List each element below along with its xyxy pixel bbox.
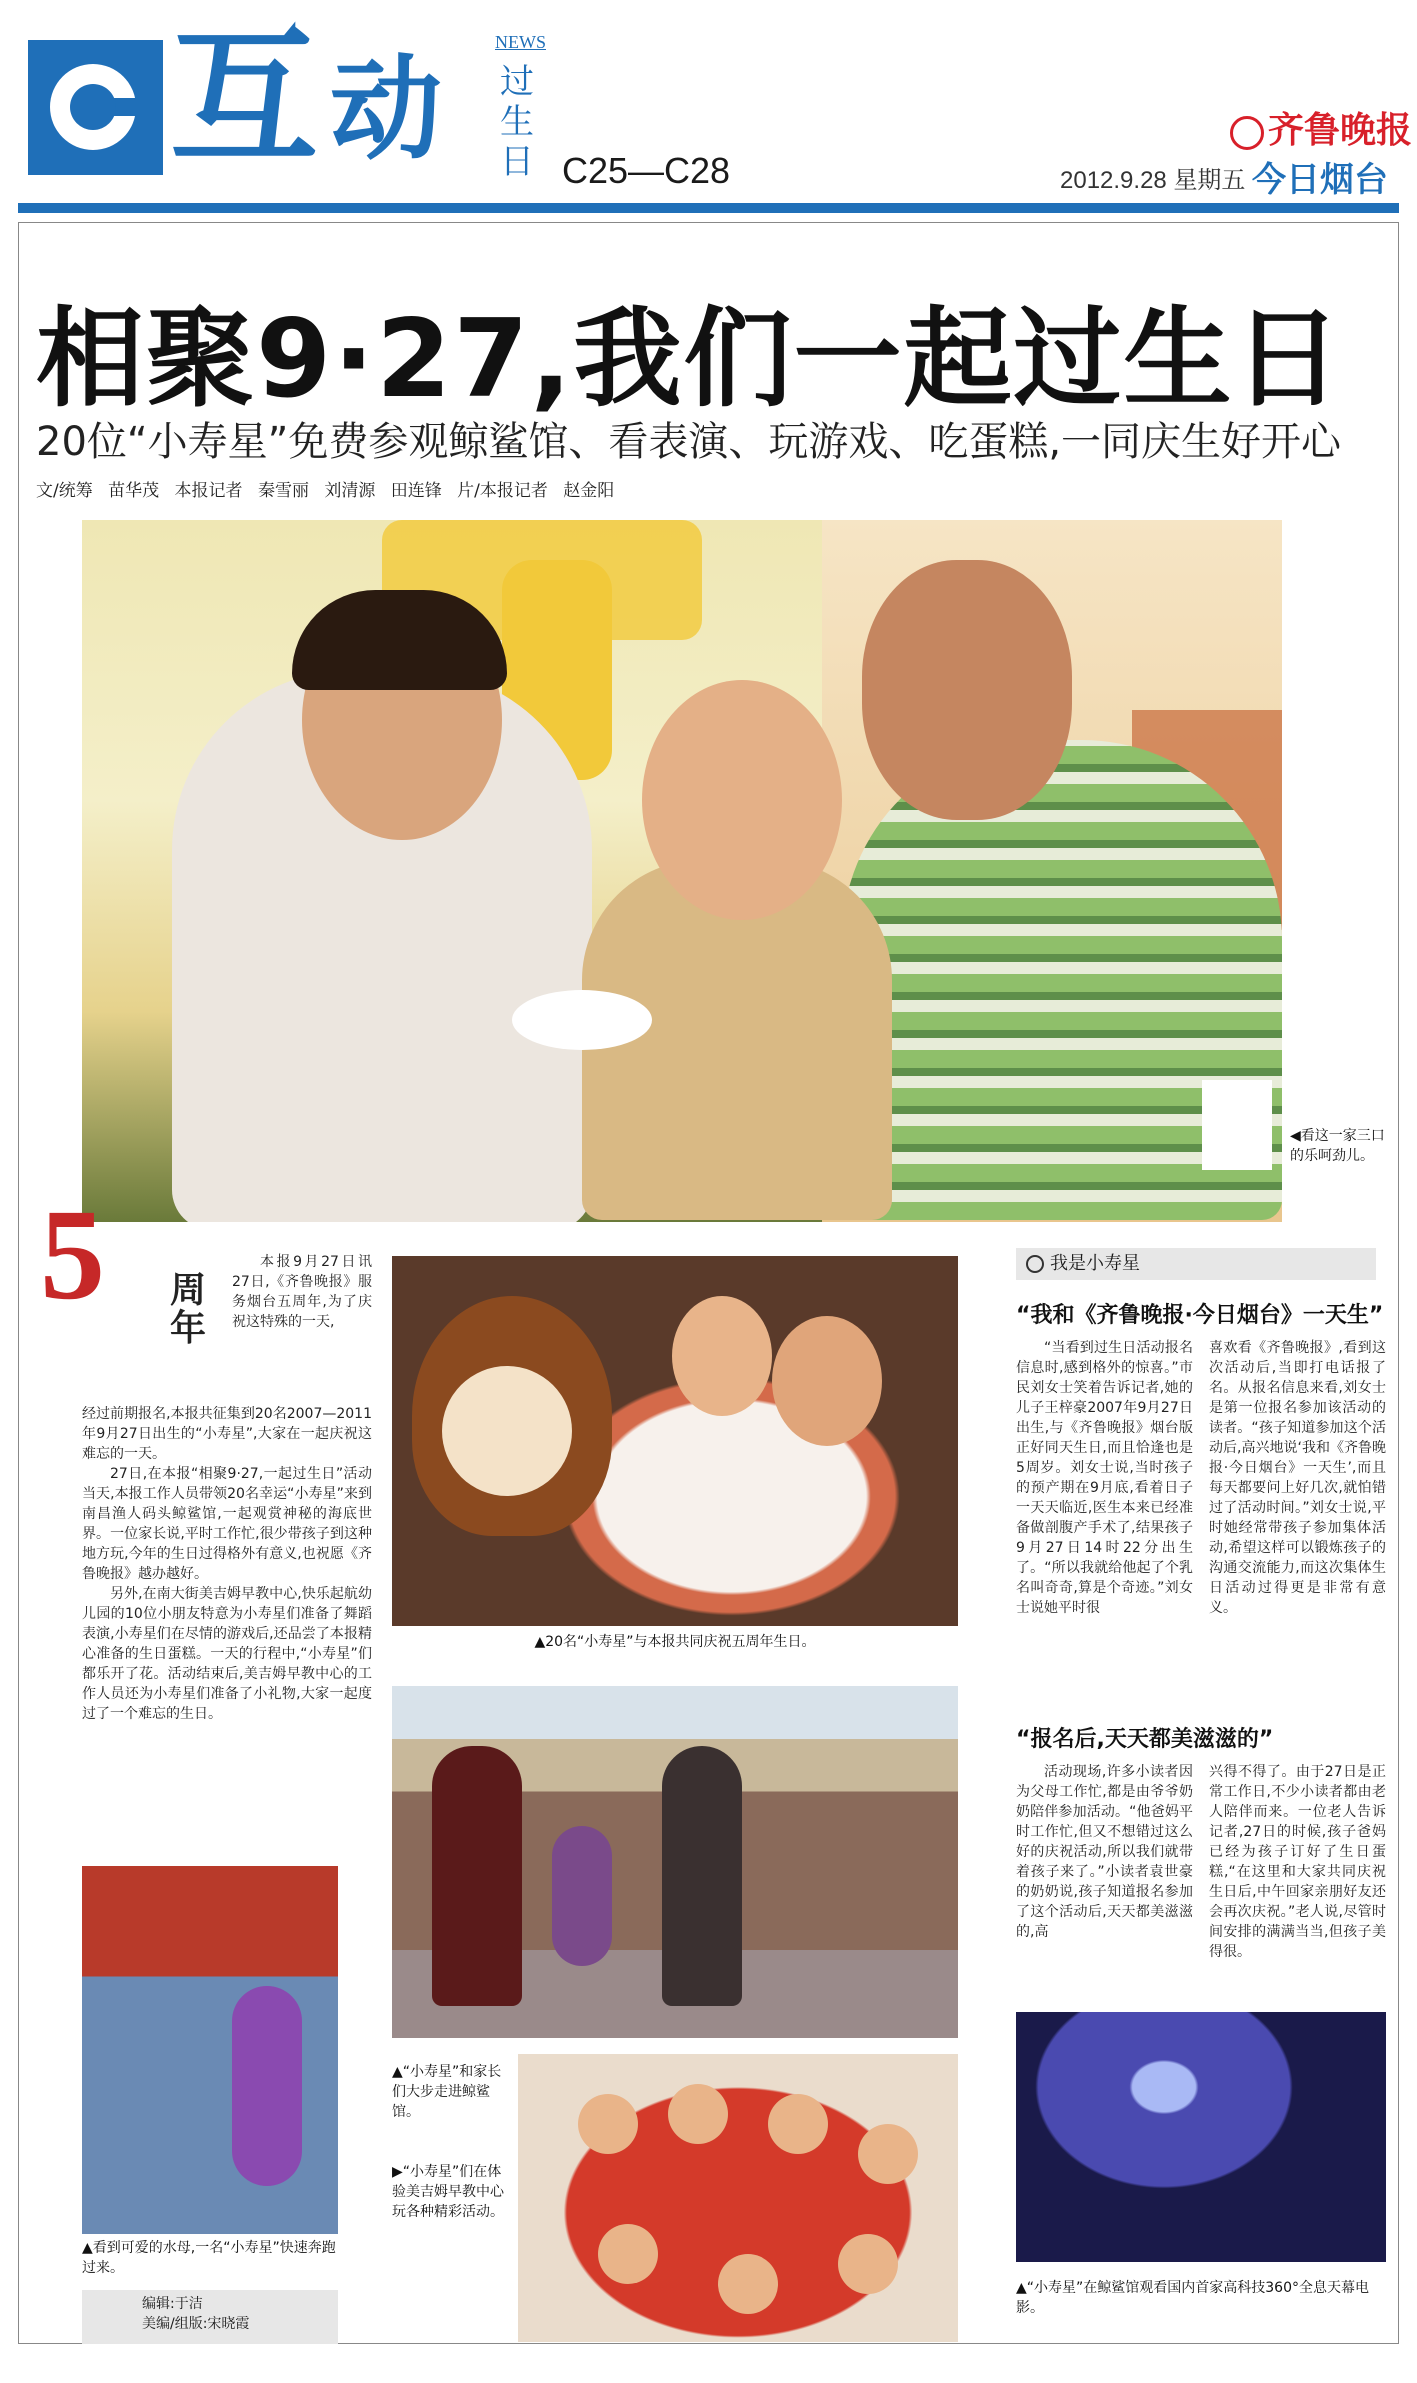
walk-photo-caption: ▲“小寿星”和家长们大步走进鲸鲨馆。 (392, 2064, 502, 2120)
main-photo-caption: ◀看这一家三口的乐呵劲儿。 (1290, 1128, 1385, 1164)
editor-credits (82, 2290, 338, 2344)
headline: 相聚9·27,我们一起过生日 (36, 297, 1344, 422)
cake-photo-caption: ▲20名“小寿星”与本报共同庆祝五周年生日。 (534, 1634, 816, 1650)
article-paragraph: 27日,在本报“相聚9·27,一起过生日”活动当天,本报工作人员带领20名幸运“小寿星”来到南昌渔人码头鲸鲨馆,一起观赏神秘的海底世界。一位家长说,平时工作忙,很少带孩子到这种地方玩,今年的生日过得格外有意义,也祝愿《齐鲁晚报》越办越好。 (82, 1466, 372, 1582)
cake-photo (392, 1256, 958, 1626)
article-body (82, 1404, 372, 1724)
story1-body (1016, 1338, 1386, 1618)
section-title-dong: 动 (330, 45, 442, 175)
page-range: C25—C28 (562, 150, 731, 191)
article-paragraph: 另外,在南大街美吉姆早教中心,快乐起航幼儿园的10位小朋友特意为小寿星们准备了舞蹈表演,小寿星们在尽情的游戏后,还品尝了本报精心准备的生日蛋糕。一天的行程中,“小寿星”们都乐开了花。活动结束后,美吉姆早教中心的工作人员还为小寿星们准备了小礼物,大家一起度过了一个难忘的生日。 (82, 1586, 372, 1722)
editor-line: 编辑:于洁 (142, 2296, 203, 2312)
designer-line: 美编/组版:宋晓霞 (142, 2316, 250, 2332)
story1-col1: “当看到过生日活动报名信息时,感到格外的惊喜。”市民刘女士笑着告诉记者,她的儿子王梓豪2007年9月27日出生,与《齐鲁晚报》烟台版正好同天生日,而且恰逢也是5周岁。刘女士说,当时孩子的预产期在9月底,看着日子一天天临近,医生本来已经准备做剖腹产手术了,结果孩子9月27日14时22分出生了。“所以我就给他起了个乳名叫奇奇,算是个奇迹。”刘女士说她平时很 (1016, 1340, 1193, 1616)
byline: 文/统筹 苗华茂 本报记者 秦雪丽 刘清源 田连锋 片/本报记者 赵金阳 (36, 481, 615, 501)
news-tag: NEWS (495, 32, 546, 52)
dome-film-photo (1016, 2012, 1386, 2262)
story2-title: “报名后,天天都美滋滋的” (1016, 1727, 1274, 1752)
brand-icon (1230, 116, 1264, 150)
masthead-rule (18, 203, 1399, 213)
story2-col1: 活动现场,许多小读者因为父母工作忙,都是由爷爷奶奶陪伴参加活动。“他爸妈平时工作忙,但又不想错过这么好的庆祝活动,所以我们就带着孩子来了。”小读者袁世豪的奶奶说,孩子知道报名参加了这个活动后,天天都美滋滋的,高 (1016, 1764, 1193, 1940)
jellyfish-photo-caption: ▲看到可爱的水母,一名“小寿星”快速奔跑过来。 (82, 2240, 336, 2276)
article-paragraph: 经过前期报名,本报共征集到20名2007—2011年9月27日出生的“小寿星”,大家在一起庆祝这难忘的一天。 (82, 1406, 372, 1462)
circle-activity-photo (518, 2054, 958, 2342)
story2-body (1016, 1762, 1386, 1962)
main-family-photo (82, 520, 1282, 1222)
subsection-label: 过生日 (500, 62, 534, 182)
sidebar-tag: 我是小寿星 (1016, 1248, 1376, 1280)
anniversary-char-zhou: 周 (170, 1270, 207, 1311)
anniversary-char-nian: 年 (170, 1308, 207, 1349)
section-c-logo (28, 40, 163, 175)
walking-photo (392, 1686, 958, 2038)
issue-date: 2012.9.28 星期五 (1060, 167, 1246, 194)
section-title-hu: 互 (170, 12, 314, 184)
story1-title: “我和《齐鲁晚报·今日烟台》一天生” (1016, 1303, 1384, 1328)
circle-photo-caption: ▶“小寿星”们在体验美吉姆早教中心玩各种精彩活动。 (392, 2164, 504, 2220)
subheadline: 20位“小寿星”免费参观鲸鲨馆、看表演、玩游戏、吃蛋糕,一同庆生好开心 (36, 419, 1342, 465)
edition-label: 今日烟台 (1252, 160, 1388, 200)
tag-icon (1026, 1255, 1044, 1273)
dome-photo-caption: ▲“小寿星”在鲸鲨馆观看国内首家高科技360°全息天幕电影。 (1016, 2280, 1369, 2316)
brand-logo: 齐鲁晚报 (1230, 102, 1412, 153)
anniversary-number: 5 (40, 1183, 105, 1327)
story2-col2: 兴得不得了。由于27日是正常工作日,不少小读者都由老人陪伴而来。一位老人告诉记者,27日的时候,孩子爸妈已经为孩子订好了生日蛋糕,“在这里和大家共同庆祝生日后,中午回家亲朋好友还会再次庆祝。”老人说,尽管时间安排的满满当当,但孩子美得很。 (1209, 1764, 1386, 1960)
article-lead: 本报9月27日讯 27日,《齐鲁晚报》服务烟台五周年,为了庆祝这特殊的一天, (232, 1254, 372, 1330)
story1-col2: 喜欢看《齐鲁晚报》,看到这次活动后,当即打电话报了名。从报名信息来看,刘女士是第一位报名参加该活动的读者。“孩子知道参加这个活动后,高兴地说‘我和《齐鲁晚报·今日烟台》一天生’,而且每天都要问上好几次,就怕错过了活动时间。”刘女士说,平时她经常带孩子参加集体活动,希望这样可以锻炼孩子的沟通交流能力,而这次集体生日活动过得更是非常有意义。 (1209, 1340, 1386, 1616)
jellyfish-photo (82, 1866, 338, 2234)
